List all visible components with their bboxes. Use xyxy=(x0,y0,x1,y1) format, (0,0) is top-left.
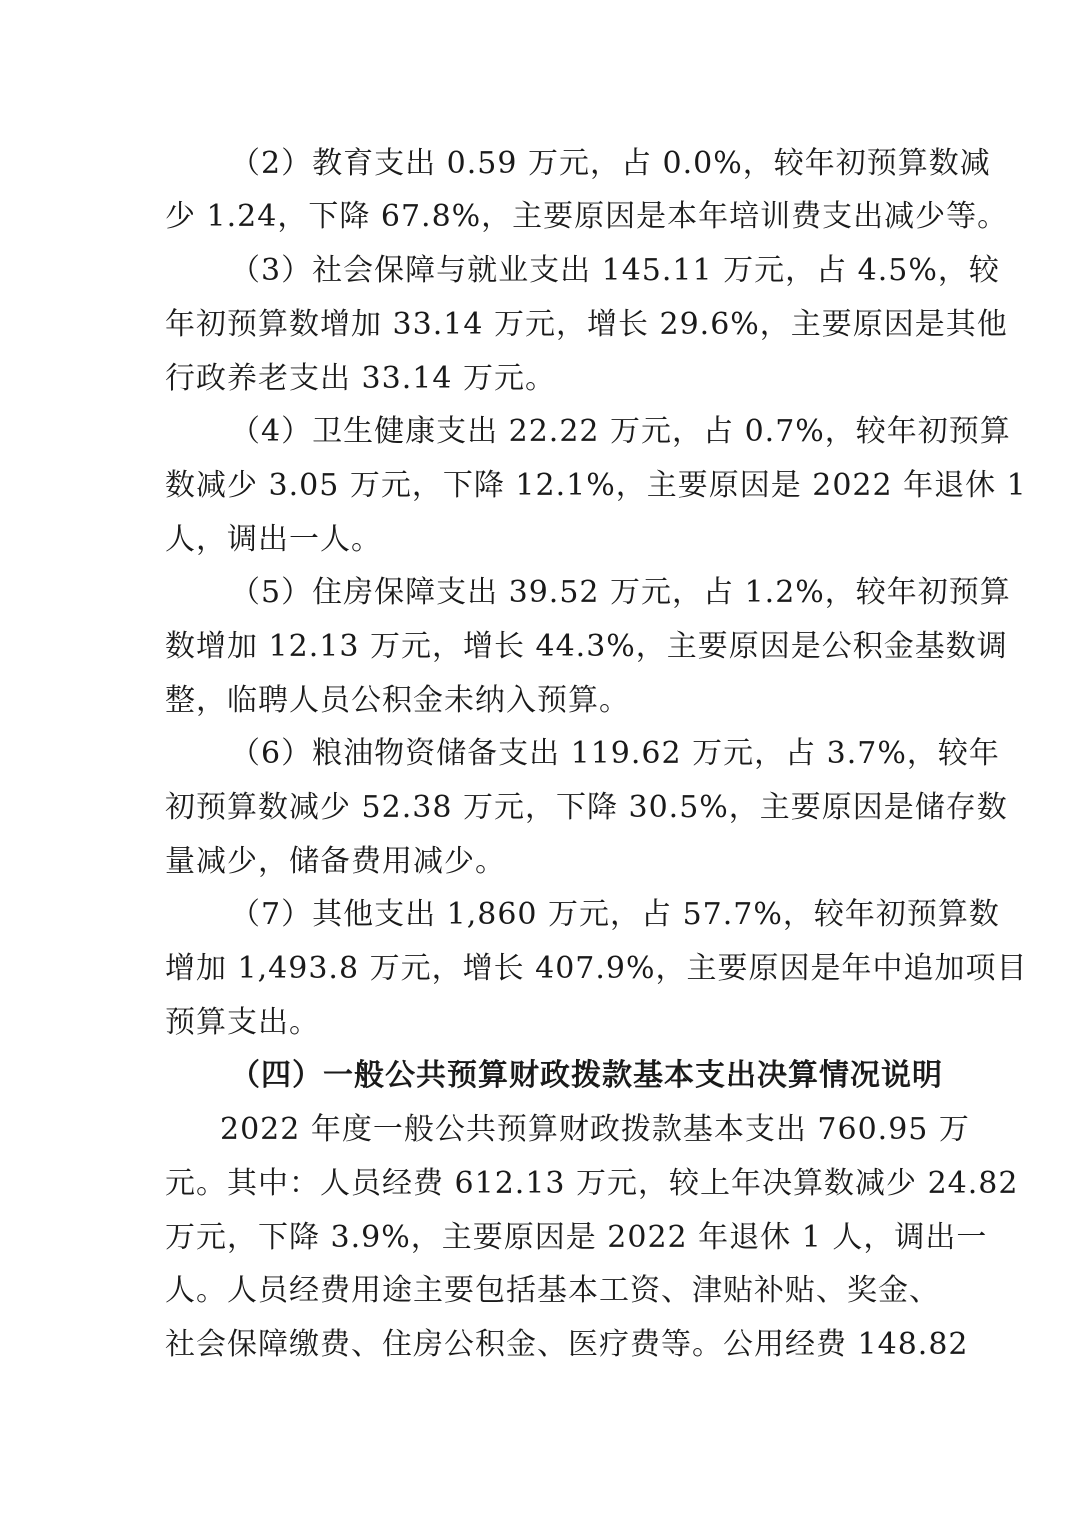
paragraph-line: 行政养老支出 33.14 万元。 xyxy=(165,361,556,396)
paragraph-line: 整，临聘人员公积金未纳入预算。 xyxy=(165,683,630,718)
paragraph-line: 少 1.24，下降 67.8%，主要原因是本年培训费支出减少等。 xyxy=(165,199,1009,234)
section-heading: （四）一般公共预算财政拨款基本支出决算情况说明 xyxy=(230,1058,943,1093)
paragraph-line: 2022 年度一般公共预算财政拨款基本支出 760.95 万 xyxy=(220,1112,970,1147)
paragraph-line: （3）社会保障与就业支出 145.11 万元，占 4.5%，较 xyxy=(230,253,1000,288)
paragraph-line: （4）卫生健康支出 22.22 万元，占 0.7%，较年初预算 xyxy=(230,414,1011,449)
paragraph-line: 元。其中：人员经费 612.13 万元，较上年决算数减少 24.82 xyxy=(165,1166,1019,1201)
paragraph-line: 预算支出。 xyxy=(165,1005,320,1040)
paragraph-line: 增加 1,493.8 万元，增长 407.9%，主要原因是年中追加项目 xyxy=(165,951,1028,986)
paragraph-line: 年初预算数增加 33.14 万元，增长 29.6%，主要原因是其他 xyxy=(165,307,1008,342)
paragraph-line: 万元，下降 3.9%，主要原因是 2022 年退休 1 人，调出一 xyxy=(165,1220,988,1255)
paragraph-line: （7）其他支出 1,860 万元，占 57.7%，较年初预算数 xyxy=(230,897,1000,932)
paragraph-line: 量减少，储备费用减少。 xyxy=(165,844,506,879)
paragraph-line: 数减少 3.05 万元，下降 12.1%，主要原因是 2022 年退休 1 xyxy=(165,468,1027,503)
paragraph-line: 数增加 12.13 万元，增长 44.3%，主要原因是公积金基数调 xyxy=(165,629,1008,664)
paragraph-line: 人，调出一人。 xyxy=(165,522,382,557)
paragraph-line: 初预算数减少 52.38 万元，下降 30.5%，主要原因是储存数 xyxy=(165,790,1008,825)
paragraph-line: 社会保障缴费、住房公积金、医疗费等。公用经费 148.82 xyxy=(165,1327,969,1362)
paragraph-line: （2）教育支出 0.59 万元，占 0.0%，较年初预算数减 xyxy=(230,146,991,181)
paragraph-line: 人。人员经费用途主要包括基本工资、津贴补贴、奖金、 xyxy=(165,1273,940,1308)
paragraph-line: （6）粮油物资储备支出 119.62 万元，占 3.7%，较年 xyxy=(230,736,1000,771)
paragraph-line: （5）住房保障支出 39.52 万元，占 1.2%，较年初预算 xyxy=(230,575,1011,610)
